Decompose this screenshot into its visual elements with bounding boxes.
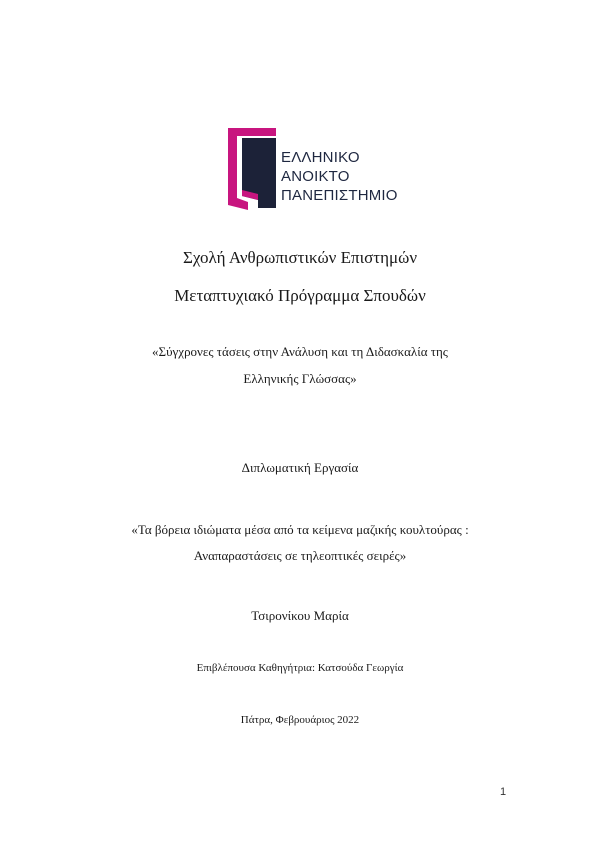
place-date: Πάτρα, Φεβρουάριος 2022 bbox=[240, 714, 360, 726]
thesis-title-line-1: «Τα βόρεια ιδιώματα μέσα από τα κείμενα μαζικής κουλτούρας : bbox=[131, 522, 469, 537]
university-logo bbox=[228, 128, 408, 210]
program-name: Μεταπτυχιακό Πρόγραμμα Σπουδών bbox=[174, 286, 426, 305]
page-number: 1 bbox=[500, 786, 507, 798]
logo-line-1: ΕΛΛΗΝΙΚΟ bbox=[281, 149, 360, 166]
author-name: Τσιρονίκου Μαρία bbox=[251, 608, 349, 623]
supervisor-line: Επιβλέπουσα Καθηγήτρια: Κατσούδα Γεωργία bbox=[196, 662, 404, 674]
document-type: Διπλωματική Εργασία bbox=[241, 460, 359, 475]
logo-line-3: ΠΑΝΕΠΙΣΤΗΜΙΟ bbox=[281, 187, 398, 204]
logo-line-2: ΑΝΟΙΚΤΟ bbox=[281, 168, 350, 185]
school-name: Σχολή Ανθρωπιστικών Επιστημών bbox=[182, 248, 418, 267]
program-title-line-2: Ελληνικής Γλώσσας» bbox=[243, 371, 357, 386]
thesis-title-line-2: Αναπαραστάσεις σε τηλεοπτικές σειρές» bbox=[193, 548, 407, 563]
university-emblem-icon bbox=[228, 128, 278, 210]
program-title-line-1: «Σύγχρονες τάσεις στην Ανάλυση και τη Διδασκαλία της bbox=[152, 344, 448, 359]
logo-wordmark bbox=[281, 148, 398, 205]
